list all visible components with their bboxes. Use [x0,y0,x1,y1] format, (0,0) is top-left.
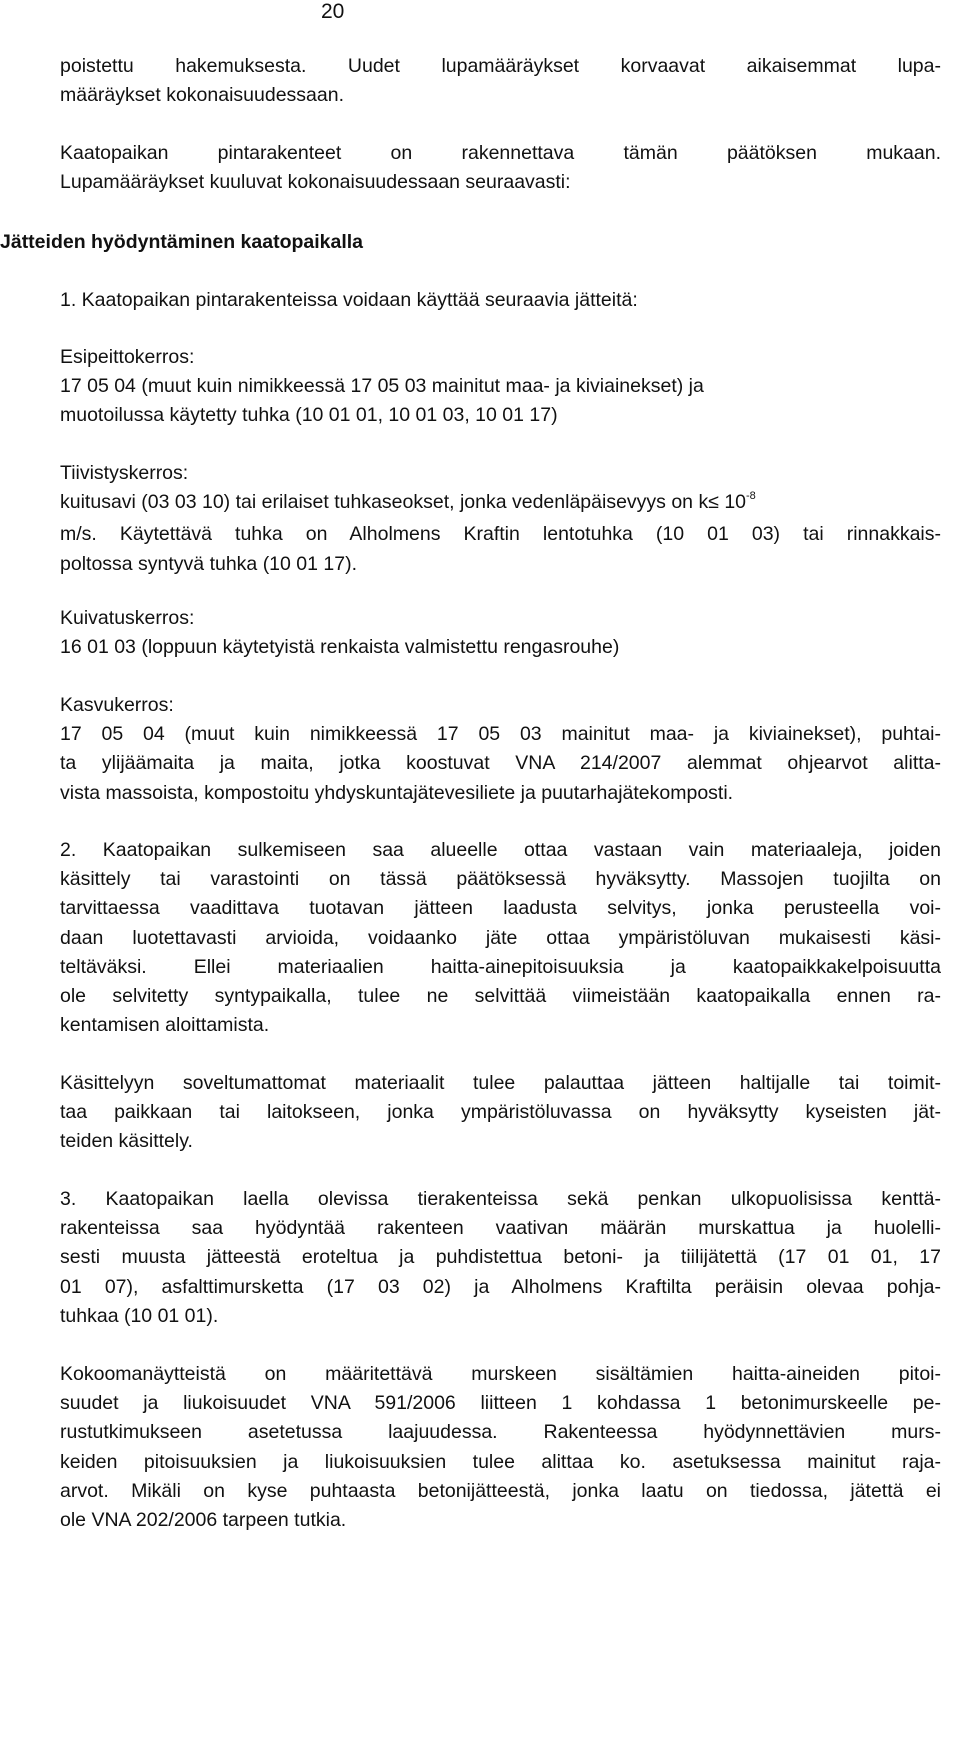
text-line: suudet ja liukoisuudet VNA 591/2006 liitteen 1 kohdassa 1 betonimurskeelle pe- [60,1392,941,1415]
layer-label: Tiivistyskerros: [60,462,189,484]
text-line: 17 05 04 (muut kuin nimikkeessä 17 05 03 mainitut maa- ja kiviainekset), puhtai- [60,723,941,746]
text-line: 16 01 03 (loppuun käytetyistä renkaista valmistettu rengasrouhe) [60,636,620,659]
text-line: vista massoista, kompostoitu yhdyskuntajätevesiliete ja puutarhajätekomposti. [60,781,734,804]
text-line: rustutkimukseen asetetussa laajuudessa. Rakenteessa hyödynnettävien murs- [60,1421,941,1444]
intro-paragraph [60,52,941,110]
intro-paragraph-2 [60,139,941,197]
text-line: Kokoomanäytteistä on määritettävä murskeen sisältämien haitta-aineiden pitoi- [60,1363,941,1385]
text-line: Lupamääräykset kuuluvat kokonaisuudessaan seuraavasti: [60,171,571,194]
text-line: ole VNA 202/2006 tarpeen tutkia. [60,1509,347,1532]
text-line: poistettu hakemuksesta. Uudet lupamääräykset korvaavat aikaisemmat lupa- [60,55,941,77]
permeability-text: kuitusavi (03 03 10) tai erilaiset tuhkaseokset, jonka vedenläpäisevyys on k≤ 10 [60,491,747,514]
item-2-paragraph [60,836,941,1040]
text-line: poltossa syntyvä tuhka (10 01 17). [60,552,358,575]
layer-label: Kuivatuskerros: [60,607,195,629]
text-line: Käsittelyyn soveltumattomat materiaalit tulee palauttaa jätteen haltijalle tai toimit- [60,1072,941,1094]
text-line: taa paikkaan tai laitokseen, jonka ympäristöluvassa on hyväksytty kyseisten jät- [60,1101,941,1124]
text-line: ole selvitetty syntypaikalla, tulee ne selvittää viimeistään kaatopaikalla ennen ra- [60,985,941,1008]
layer-label: Kasvukerros: [60,694,174,716]
text-line: teltäväksi. Ellei materiaalien haitta-ainepitoisuuksia ja kaatopaikkakelpoisuutta [60,955,941,978]
text-line: tarvittaessa vaadittava tuotavan jätteen laadusta selvitys, jonka perusteella voi- [60,897,941,920]
item-2b-paragraph [60,1069,941,1157]
page-number: 20 [321,0,345,23]
text-line: 01 07), asfalttimursketta (17 03 02) ja Alholmens Kraftilta peräisin olevaa pohja- [60,1275,941,1298]
text-line: kentamisen aloittamista. [60,1014,270,1037]
text-line [60,488,941,520]
text-line: m/s. Käytettävä tuhka on Alholmens Kraftin lentotuhka (10 01 03) tai rinnakkais- [60,523,941,546]
text-line: Kaatopaikan pintarakenteet on rakennettava tämän päätöksen mukaan. [60,142,941,164]
text-line: arvot. Mikäli on kyse puhtaasta betonijätteestä, jonka laatu on tiedossa, jätettä ei [60,1479,941,1502]
section-heading: Jätteiden hyödyntäminen kaatopaikalla [0,231,364,253]
text-line: tuhkaa (10 01 01). [60,1304,219,1327]
text-line: muotoilussa käytetty tuhka (10 01 01, 10 01 03, 10 01 17) [60,404,558,427]
esipeittokerros [60,343,941,431]
text-line: teiden käsittely. [60,1130,193,1153]
item-1-title [60,286,941,315]
item-3b-paragraph [60,1360,941,1535]
kuivatuskerros [60,604,941,662]
text-line: ta ylijäämaita ja maita, jotka koostuvat VNA 214/2007 alemmat ohjearvot alitta- [60,752,941,775]
text-line: rakenteissa saa hyödyntää rakenteen vaativan määrän murskattua ja huolelli- [60,1217,941,1240]
text-line: 3. Kaatopaikan laella olevissa tierakenteissa sekä penkan ulkopuolisissa kenttä- [60,1188,941,1210]
text-line: 17 05 04 (muut kuin nimikkeessä 17 05 03 mainitut maa- ja kiviainekset) ja [60,375,704,398]
text-line: daan luotettavasti arvioida, voidaanko jäte ottaa ympäristöluvan mukaisesti käsi- [60,926,941,949]
item-3-paragraph [60,1185,941,1331]
exponent: -8 [746,490,756,503]
layer-label: Esipeittokerros: [60,346,195,368]
text-line: määräykset kokonaisuudessaan. [60,84,344,107]
kasvukerros [60,691,941,808]
text-line: sesti muusta jätteestä eroteltua ja puhdistettua betoni- ja tiilijätettä (17 01 01, 17 [60,1246,941,1269]
text-line: 1. Kaatopaikan pintarakenteissa voidaan käyttää seuraavia jätteitä: [60,289,638,311]
tiivistyskerros [60,459,941,579]
text-line: käsittely tai varastointi on tässä päätöksessä hyväksytty. Massojen tuojilta on [60,868,941,891]
text-line: keiden pitoisuuksien ja liukoisuuksien tulee alittaa ko. asetuksessa mainitut raja- [60,1450,941,1473]
text-line: 2. Kaatopaikan sulkemiseen saa alueelle ottaa vastaan vain materiaaleja, joiden [60,839,941,861]
